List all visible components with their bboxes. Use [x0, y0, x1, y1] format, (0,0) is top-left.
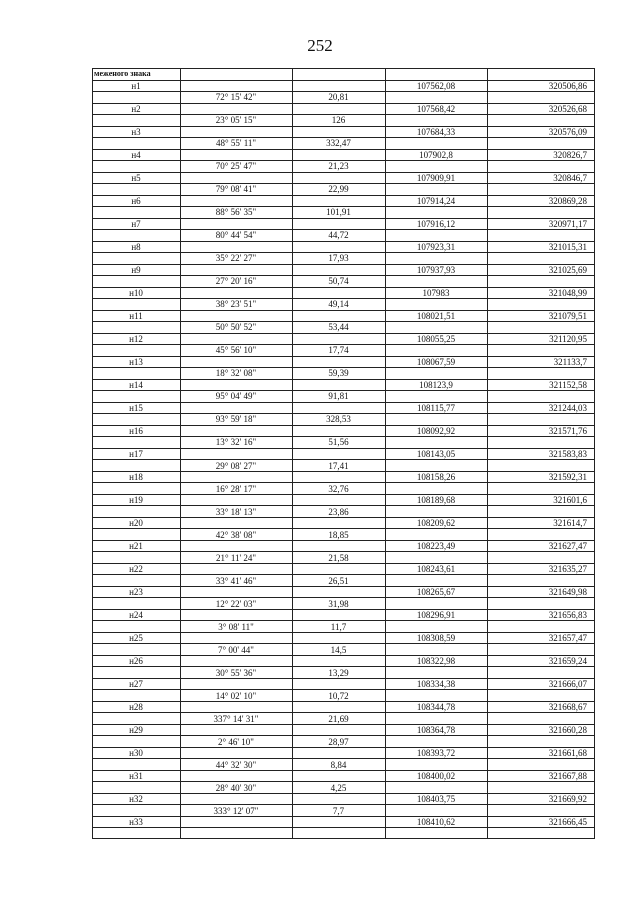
point-y: 320971,17	[548, 218, 587, 229]
point-name: н26	[129, 656, 143, 667]
segment-length: 51,56	[328, 437, 349, 448]
segment-angle: 72° 15' 42"	[215, 92, 257, 103]
point-x: 107923,31	[416, 241, 456, 252]
segment-length: 328,53	[326, 414, 351, 425]
point-x: 108143,05	[416, 449, 456, 459]
point-x: 108158,26	[416, 472, 456, 482]
point-x: 108334,38	[416, 679, 456, 690]
point-x: 108021,51	[416, 310, 456, 321]
point-y: 321048,99	[548, 287, 587, 298]
point-x: 107909,91	[416, 172, 456, 183]
point-y: 321133,7	[553, 356, 587, 367]
point-name: н3	[131, 126, 141, 137]
point-y: 321583,83	[548, 449, 587, 459]
point-y: 320826,7	[553, 149, 587, 160]
point-x: 107937,93	[416, 264, 456, 275]
segment-angle: 35° 22' 27"	[215, 253, 257, 264]
segment-length: 13,29	[328, 667, 349, 678]
point-name: н9	[131, 264, 141, 275]
point-name: н1	[131, 80, 141, 91]
point-y: 321661,68	[548, 748, 587, 759]
segment-angle: 45° 56' 10"	[215, 345, 257, 356]
segment-length: 53,44	[328, 322, 349, 333]
point-x: 107914,24	[416, 195, 456, 206]
point-x: 107684,33	[416, 126, 456, 137]
point-name: н11	[129, 310, 143, 321]
segment-length: 126	[331, 115, 346, 126]
segment-length: 7,7	[332, 805, 345, 816]
coordinates-table	[92, 68, 595, 839]
point-name: н17	[129, 449, 143, 459]
point-y: 321666,45	[548, 817, 587, 828]
segment-length: 21,23	[328, 161, 349, 172]
point-y: 321152,58	[549, 379, 587, 390]
segment-length: 49,14	[328, 299, 349, 310]
point-y: 321592,31	[548, 472, 587, 482]
point-name: н16	[129, 425, 143, 436]
point-name: н10	[129, 287, 143, 298]
point-x: 108123,9	[419, 379, 453, 390]
segment-angle: 13° 32' 16"	[215, 437, 257, 448]
segment-length: 17,41	[328, 460, 349, 471]
segment-angle: 33° 41' 46"	[215, 575, 257, 586]
point-name: н19	[129, 495, 143, 506]
point-y: 321666,07	[548, 679, 587, 690]
point-y: 320869,28	[548, 195, 587, 206]
segment-length: 50,74	[328, 276, 349, 287]
segment-length: 14,5	[330, 644, 347, 655]
segment-angle: 93° 59' 18"	[215, 414, 257, 425]
table-row-line	[92, 838, 595, 839]
segment-angle: 337° 14' 31"	[213, 713, 259, 724]
point-x: 108393,72	[416, 748, 456, 759]
point-name: н8	[131, 241, 141, 252]
point-name: н21	[129, 541, 143, 552]
point-name: н28	[129, 702, 143, 713]
point-y: 320846,7	[553, 172, 587, 183]
segment-length: 4,25	[330, 782, 347, 793]
segment-angle: 70° 25' 47"	[215, 161, 257, 172]
page-number: 252	[307, 36, 333, 55]
point-y: 321120,95	[549, 333, 587, 344]
point-name: н25	[129, 633, 143, 644]
point-x: 107568,42	[416, 103, 456, 114]
point-y: 321244,03	[548, 402, 587, 413]
point-y: 321660,28	[548, 725, 587, 736]
segment-length: 23,86	[328, 506, 349, 517]
point-y: 320526,68	[548, 103, 587, 114]
point-name: н32	[129, 794, 143, 805]
segment-angle: 23° 05' 15"	[215, 115, 257, 126]
segment-angle: 38° 23' 51"	[215, 299, 257, 310]
point-x: 108296,91	[416, 610, 456, 621]
segment-length: 32,76	[328, 483, 349, 494]
point-x: 108364,78	[416, 725, 456, 736]
point-x: 108400,02	[416, 771, 456, 782]
segment-length: 17,93	[328, 253, 349, 264]
point-x: 108189,68	[416, 495, 456, 506]
segment-angle: 12° 22' 03"	[215, 598, 257, 609]
point-y: 321667,88	[548, 771, 587, 782]
point-name: н22	[129, 564, 143, 575]
segment-angle: 14° 02' 10"	[215, 690, 257, 701]
segment-length: 10,72	[328, 690, 349, 701]
point-x: 108223,49	[416, 541, 456, 552]
segment-angle: 48° 55' 11"	[215, 138, 257, 149]
point-x: 108209,62	[416, 518, 456, 529]
segment-angle: 42° 38' 08"	[215, 529, 257, 540]
point-x: 108055,25	[416, 333, 456, 344]
segment-angle: 95° 04' 49"	[215, 391, 257, 402]
point-y: 321657,47	[548, 633, 587, 644]
point-x: 108344,78	[416, 702, 456, 713]
point-y: 321649,98	[548, 587, 587, 598]
segment-length: 59,39	[328, 368, 349, 379]
point-y: 321627,47	[548, 541, 587, 552]
point-y: 321601,6	[553, 495, 587, 506]
point-y: 320576,09	[548, 126, 587, 137]
segment-angle: 30° 55' 36"	[215, 667, 257, 678]
table-row-line	[92, 68, 595, 69]
segment-angle: 50° 50' 52"	[215, 322, 257, 333]
point-x: 108243,61	[416, 564, 456, 575]
segment-angle: 3° 08' 11"	[218, 621, 254, 632]
segment-angle: 29° 08' 27"	[215, 460, 257, 471]
point-x: 108403,75	[416, 794, 456, 805]
point-y: 321669,92	[548, 794, 587, 805]
point-x: 108265,67	[416, 587, 456, 598]
point-x: 108092,92	[416, 425, 456, 436]
segment-angle: 333° 12' 07"	[213, 805, 259, 816]
point-name: н20	[129, 518, 143, 529]
segment-angle: 7° 00' 44"	[218, 644, 254, 655]
segment-length: 26,51	[328, 575, 349, 586]
point-y: 321614,7	[553, 518, 587, 529]
segment-length: 44,72	[328, 230, 349, 241]
segment-length: 101,91	[326, 207, 351, 218]
segment-length: 31,98	[328, 598, 349, 609]
point-y: 321025,69	[548, 264, 587, 275]
point-y: 321635,27	[548, 564, 587, 575]
point-name: н27	[129, 679, 143, 690]
segment-length: 11,7	[330, 621, 347, 632]
point-y: 321656,83	[548, 610, 587, 621]
point-name: н12	[129, 333, 143, 344]
point-y: 321015,31	[548, 241, 587, 252]
point-x: 108308,59	[416, 633, 456, 644]
point-name: н30	[129, 748, 143, 759]
segment-angle: 21° 11' 24"	[215, 552, 257, 563]
point-y: 320506,86	[548, 80, 587, 91]
point-y: 321079,51	[548, 310, 587, 321]
segment-length: 17,74	[328, 345, 349, 356]
segment-length: 20,81	[328, 92, 349, 103]
point-name: н23	[129, 587, 143, 598]
point-x: 107562,08	[416, 80, 456, 91]
point-name: н4	[131, 149, 141, 160]
point-x: 107983	[422, 287, 450, 298]
segment-angle: 44° 32' 30"	[215, 759, 257, 770]
segment-angle: 28° 40' 30"	[215, 782, 257, 793]
segment-angle: 88° 56' 35"	[215, 207, 257, 218]
segment-length: 18,85	[328, 529, 349, 540]
point-name: н29	[129, 725, 143, 736]
segment-length: 21,58	[328, 552, 349, 563]
point-name: н13	[129, 356, 143, 367]
point-name: н2	[131, 103, 141, 114]
segment-angle: 16° 28' 17"	[215, 483, 257, 494]
point-x: 107916,12	[416, 218, 456, 229]
point-y: 321659,24	[548, 656, 587, 667]
point-y: 321571,76	[548, 425, 587, 436]
segment-angle: 80° 44' 54"	[215, 230, 257, 241]
segment-angle: 33° 18' 13"	[215, 506, 257, 517]
point-name: н7	[131, 218, 141, 229]
segment-angle: 27° 20' 16"	[215, 276, 257, 287]
point-name: н5	[131, 172, 141, 183]
point-x: 108410,62	[416, 817, 456, 828]
point-x: 108067,59	[416, 356, 456, 367]
segment-length: 21,69	[328, 713, 349, 724]
point-x: 107902,8	[419, 149, 453, 160]
segment-angle: 79° 08' 41"	[215, 184, 257, 195]
point-name: н24	[129, 610, 143, 621]
point-y: 321668,67	[548, 702, 587, 713]
segment-length: 332,47	[326, 138, 351, 149]
point-name: н15	[129, 402, 143, 413]
point-name: н33	[129, 817, 143, 828]
point-name: н18	[129, 472, 143, 482]
point-name: н14	[129, 379, 143, 390]
segment-angle: 18° 32' 08"	[215, 368, 257, 379]
segment-length: 91,81	[328, 391, 349, 402]
segment-length: 8,84	[330, 759, 347, 770]
segment-length: 28,97	[328, 736, 349, 747]
segment-angle: 2° 46' 10"	[218, 736, 254, 747]
segment-length: 22,99	[328, 184, 349, 195]
point-name: н6	[131, 195, 141, 206]
point-x: 108115,77	[417, 402, 455, 413]
point-x: 108322,98	[416, 656, 456, 667]
point-name: н31	[129, 771, 143, 782]
header-label: меженого знака	[94, 69, 151, 78]
